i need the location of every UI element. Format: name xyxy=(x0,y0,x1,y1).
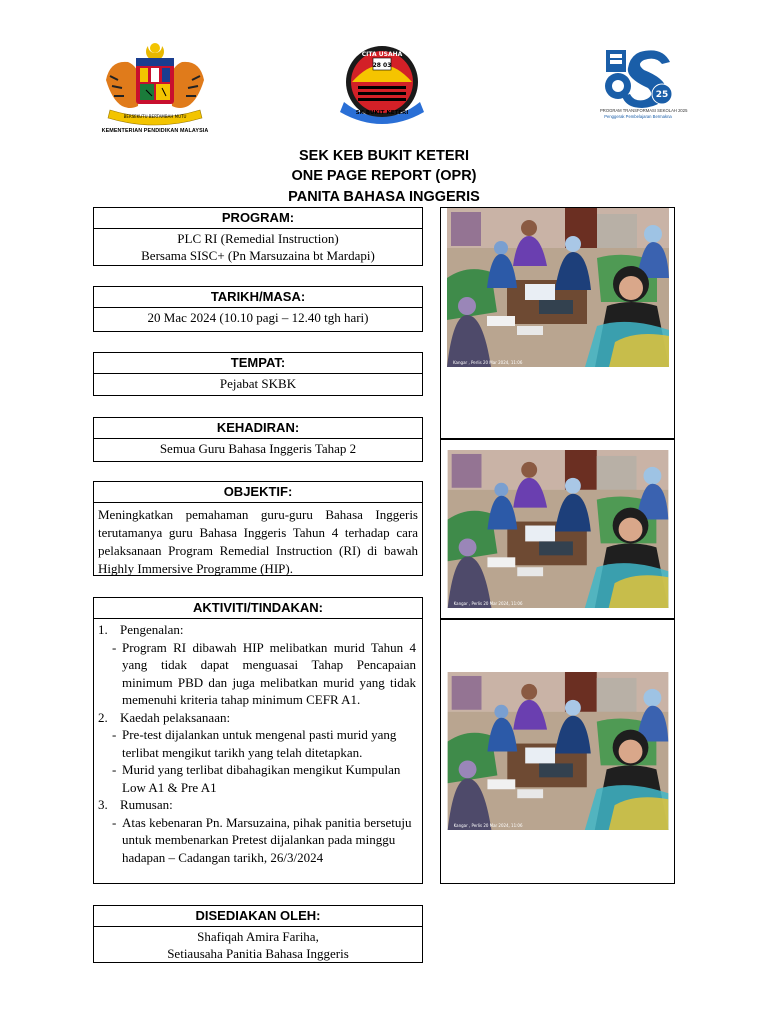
activity-subitem xyxy=(98,814,416,867)
attendance-value: Semua Guru Bahasa Inggeris Tahap 2 xyxy=(159,441,357,456)
venue-section xyxy=(93,352,423,396)
date-time-section xyxy=(93,286,423,332)
program-section xyxy=(93,207,423,266)
photo-timestamp: Kangar , Perlis 20 Mar 2024, 11:06 xyxy=(453,601,523,607)
activity-label: Pengenalan: xyxy=(120,622,184,637)
activities-list xyxy=(94,619,422,866)
prepared-by-section xyxy=(93,905,423,963)
panel-name-title: PANITA BAHASA INGGERIS xyxy=(288,189,480,205)
activity-item xyxy=(98,796,416,814)
venue-value: Pejabat SKBK xyxy=(219,376,297,391)
activity-number: 3. xyxy=(98,797,108,812)
venue-heading: TEMPAT: xyxy=(94,353,422,374)
attendance-heading: KEHADIRAN: xyxy=(94,418,422,439)
program-body xyxy=(94,229,422,265)
activity-label: Rumusan: xyxy=(120,797,173,812)
objective-value: Meningkatkan pemahaman guru-guru Bahasa Inggeris terutamanya guru Bahasa Inggeris Tahun 4 terhadap cara pelaksanaan Program Remedial Instruction (RI) di bawah Highly Immersive Programme (HIP). xyxy=(98,507,418,576)
photo-cell xyxy=(440,619,675,884)
badge-motto-text: CITA USAHA xyxy=(361,51,403,58)
transformasi-sekolah-logo xyxy=(600,46,688,126)
activity-subitem xyxy=(98,726,416,761)
date-time-value: 20 Mac 2024 (10.10 pagi – 12.40 tgh hari) xyxy=(147,310,369,325)
photo-cell xyxy=(440,439,675,619)
school-badge-logo xyxy=(340,42,428,126)
prepared-by-heading: DISEDIAKAN OLEH: xyxy=(94,906,422,927)
date-time-heading: TARIKH/MASA: xyxy=(94,287,422,308)
objective-section xyxy=(93,481,423,576)
preparer-role: Setiausaha Panitia Bahasa Inggeris xyxy=(167,946,349,961)
activity-number: 1. xyxy=(98,622,108,637)
attendance-section xyxy=(93,417,423,462)
prepared-by-body xyxy=(94,927,422,963)
ministry-crest-logo xyxy=(96,40,214,136)
activity-item xyxy=(98,709,416,727)
bullet-dash: - xyxy=(112,814,117,830)
meeting-photo xyxy=(447,208,669,367)
program-heading: PROGRAM: xyxy=(94,208,422,229)
meeting-photo xyxy=(447,672,669,830)
activity-number: 2. xyxy=(98,709,108,725)
report-type-title: ONE PAGE REPORT (OPR) xyxy=(291,168,477,184)
activity-subitem-text: Murid yang terlibat dibahagikan mengikut Kumpulan Low A1 & Pre A1 xyxy=(122,762,401,795)
activities-heading: AKTIVITI/TINDAKAN: xyxy=(94,598,422,619)
bullet-dash: - xyxy=(112,639,117,655)
photo-timestamp: Kangar , Perlis 20 Mar 2024, 11:06 xyxy=(453,823,523,829)
school-name-title: SEK KEB BUKIT KETERI xyxy=(299,148,469,164)
ministry-caption: KEMENTERIAN PENDIDIKAN MALAYSIA xyxy=(101,128,209,134)
bullet-dash: - xyxy=(112,727,117,742)
program-line-2: Bersama SISC+ (Pn Marsuzaina bt Mardapi) xyxy=(141,248,375,263)
preparer-name: Shafiqah Amira Fariha, xyxy=(197,929,319,944)
pts-number-text: 25 xyxy=(655,90,669,100)
photo-timestamp: Kangar , Perlis 20 Mar 2024, 11:06 xyxy=(453,360,523,365)
pts-caption-2: Penggerak Pembelajaran Bermakna xyxy=(604,114,672,119)
activity-subitem-text: Atas kebenaran Pn. Marsuzaina, pihak panitia bersetuju untuk membenarkan Pretest dijalankan pada minggu hadapan – Cadangan tarikh, 26/3/2024 xyxy=(122,814,412,865)
activities-section xyxy=(93,597,423,884)
objective-heading: OBJEKTIF: xyxy=(94,482,422,503)
activity-subitem xyxy=(98,639,416,709)
bullet-dash: - xyxy=(112,762,117,777)
activity-subitem xyxy=(98,761,416,796)
badge-school-text: SK BUKIT KETERI xyxy=(355,110,409,116)
meeting-photo xyxy=(447,450,669,608)
badge-year-text: 28 03 xyxy=(372,62,392,69)
svg-text:BERSEKUTU BERTAMBAH MUTU: BERSEKUTU BERTAMBAH MUTU xyxy=(123,114,187,119)
program-line-1: PLC RI (Remedial Instruction) xyxy=(177,231,339,246)
activity-item xyxy=(98,621,416,639)
activity-label: Kaedah pelaksanaan: xyxy=(120,709,231,725)
activity-subitem-text: Program RI dibawah HIP melibatkan murid Tahun 4 yang tidak dapat menguasai Tahap Pencapaian minimum PBD dan juga melibatkan murid yang tidak memenuhi kriteria tahap minimum CEFR A1. xyxy=(122,639,416,707)
pts-caption-1: PROGRAM TRANSFORMASI SEKOLAH 2025 xyxy=(600,108,688,113)
activity-subitem-text: Pre-test dijalankan untuk mengenal pasti murid yang terlibat mengikut tarikh yang telah ditetapkan. xyxy=(122,727,397,760)
photo-cell xyxy=(440,207,675,439)
